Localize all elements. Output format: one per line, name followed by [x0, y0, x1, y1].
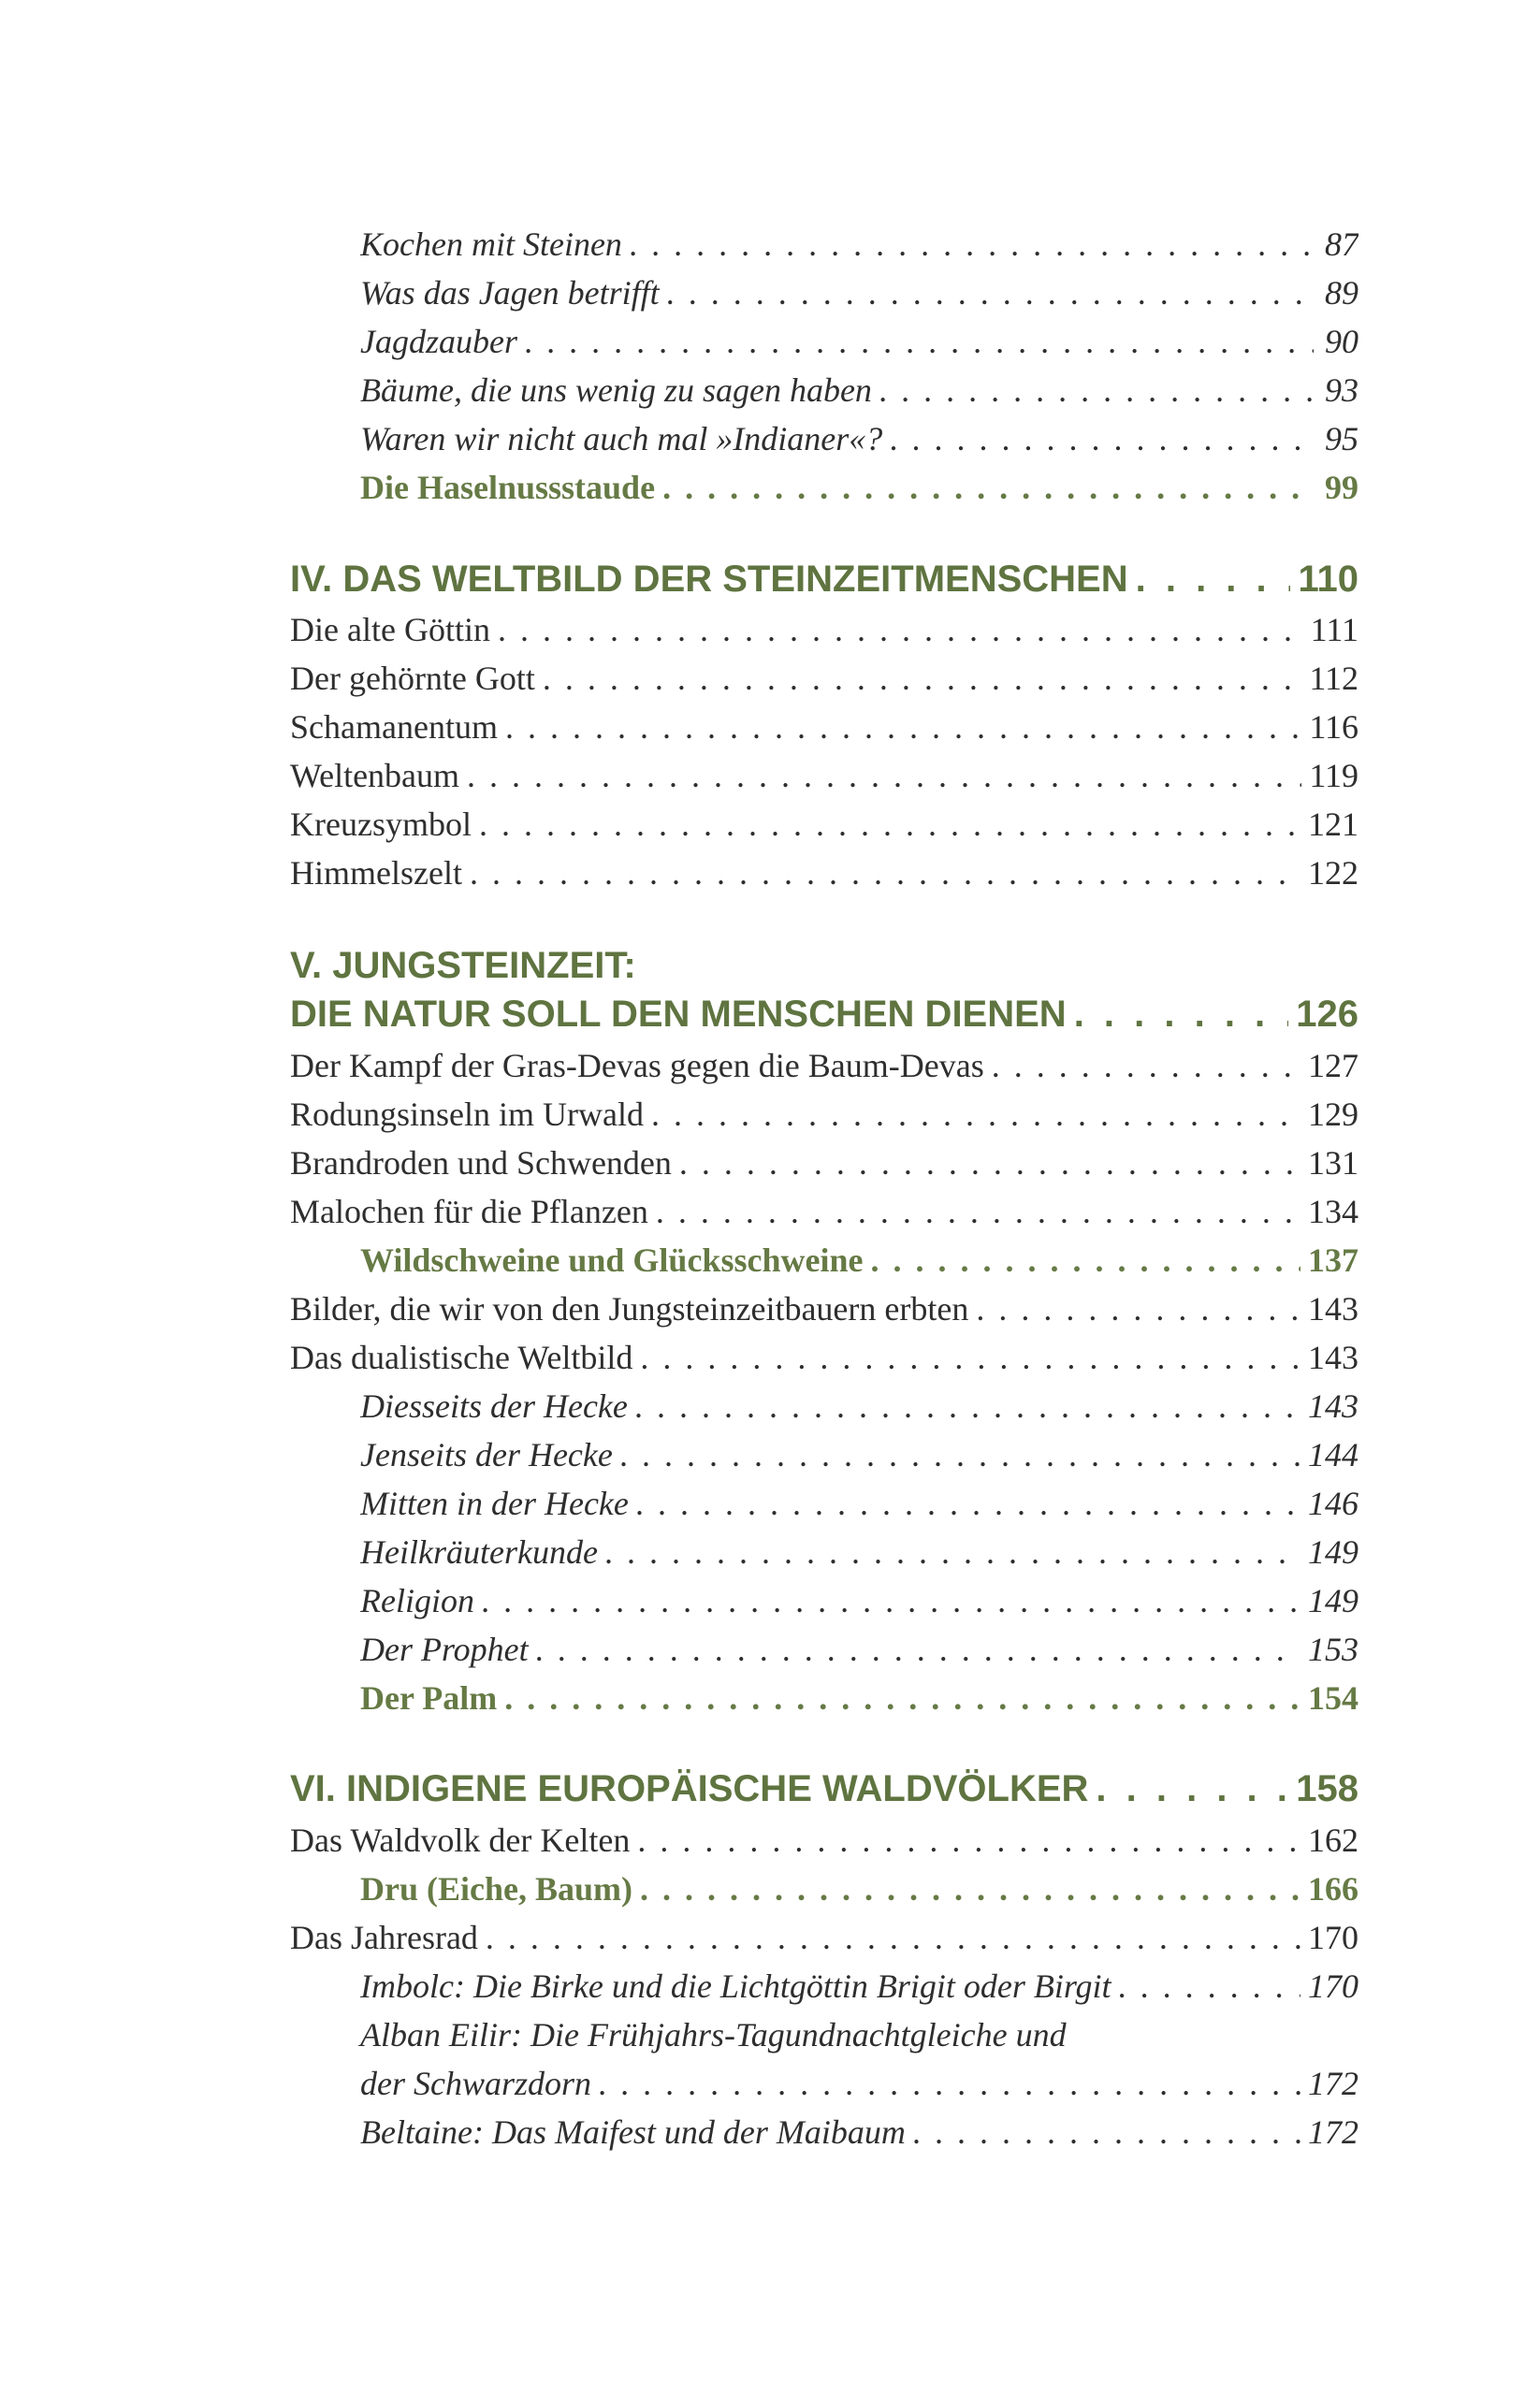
dot-leader [498, 610, 1303, 649]
chapter-title: DIE NATUR SOLL DEN MENSCHEN DIENEN [290, 994, 1067, 1035]
toc-entry-label: Der gehörnte Gott [290, 660, 535, 697]
dot-leader [662, 468, 1314, 507]
toc-entry-page: 162 [1308, 1822, 1358, 1859]
dot-leader [679, 1143, 1300, 1183]
toc-entry-bilder[interactable] [290, 1289, 1358, 1338]
chapter-title: VI. INDIGENE EUROPÄISCHE WALDVÖLKER [290, 1768, 1089, 1809]
dot-leader [976, 1289, 1300, 1328]
toc-entry-diesseits[interactable] [360, 1386, 1358, 1435]
toc-entry-label: Bäume, die uns wenig zu sagen haben [360, 371, 872, 409]
toc-entry-page: 170 [1308, 1919, 1358, 1956]
toc-entry-kochen-mit-steinen[interactable] [360, 225, 1358, 273]
dot-leader [599, 2064, 1300, 2103]
chapter-title: IV. DAS WELTBILD DER STEINZEITMENSCHEN [290, 559, 1128, 600]
dot-leader [505, 707, 1301, 747]
toc-entry-label: Das dualistische Weltbild [290, 1339, 633, 1376]
toc-entry-page: 154 [1308, 1679, 1358, 1717]
chapter-page: 158 [1296, 1768, 1358, 1809]
toc-entry-page: 116 [1309, 708, 1358, 746]
dot-leader [640, 1338, 1300, 1377]
toc-entry-dru[interactable] [360, 1869, 1358, 1918]
dot-leader [479, 805, 1300, 844]
toc-entry-prophet[interactable] [360, 1630, 1358, 1678]
dot-leader [620, 1435, 1300, 1474]
toc-entry-page: 99 [1325, 469, 1358, 506]
dot-leader [1074, 994, 1289, 1036]
dot-leader [1119, 1967, 1300, 2006]
toc-entry-page: 95 [1325, 420, 1358, 457]
toc-entry-brandroden[interactable] [290, 1143, 1358, 1192]
dot-leader [525, 322, 1314, 361]
toc-entry-label: Dru (Eiche, Baum) [360, 1870, 632, 1908]
toc-entry-label: Himmelszelt [290, 854, 462, 892]
dot-leader [1096, 1768, 1288, 1810]
toc-entry-label: Religion [360, 1582, 474, 1619]
dot-leader [543, 659, 1301, 698]
toc-entry-page: 146 [1308, 1485, 1358, 1522]
toc-entry-alban-eilir[interactable] [360, 2064, 1358, 2112]
toc-entry-label: Diesseits der Hecke [360, 1387, 628, 1425]
toc-entry-page: 131 [1308, 1144, 1358, 1182]
toc-entry-kreuzsymbol[interactable] [290, 805, 1358, 853]
toc-entry-jagdzauber[interactable] [360, 322, 1358, 370]
dot-leader [630, 225, 1314, 264]
dot-leader [467, 756, 1301, 795]
toc-entry-heilkraeuterkunde[interactable] [360, 1532, 1358, 1581]
toc-entry-rodungsinseln[interactable] [290, 1095, 1358, 1143]
toc-entry-gehoernte-gott[interactable] [290, 659, 1358, 707]
chapter-page: 126 [1296, 994, 1358, 1035]
toc-entry-wildschweine[interactable] [360, 1241, 1358, 1289]
toc-entry-schamanentum[interactable] [290, 707, 1358, 756]
toc-entry-jagen[interactable] [360, 273, 1358, 322]
toc-entry-label: Die alte Göttin [290, 611, 490, 648]
toc-entry-page: 119 [1309, 757, 1358, 794]
toc-entry-baeume[interactable] [360, 370, 1358, 419]
toc-entry-page: 93 [1325, 371, 1358, 409]
toc-entry-label: Schamanentum [290, 708, 498, 746]
toc-entry-waldvolk-kelten[interactable] [290, 1821, 1358, 1869]
dot-leader [640, 1869, 1300, 1909]
chapter-heading-vi[interactable] [290, 1768, 1358, 1821]
toc-entry-label: Jagdzauber [360, 323, 517, 360]
toc-entry-label: Mitten in der Hecke [360, 1485, 629, 1522]
toc-entry-page: 143 [1308, 1387, 1358, 1425]
toc-entry-label: Wildschweine und Glücksschweine [360, 1241, 864, 1279]
toc-entry-label: Malochen für die Pflanzen [290, 1193, 648, 1230]
toc-entry-label: der Schwarzdorn [360, 2065, 592, 2102]
toc-entry-mitten[interactable] [360, 1484, 1358, 1532]
toc-entry-page: 144 [1308, 1436, 1358, 1473]
dot-leader [635, 1386, 1300, 1426]
toc-entry-label: Der Palm [360, 1679, 498, 1717]
chapter-page: 110 [1298, 559, 1358, 600]
dot-leader [992, 1046, 1300, 1085]
toc-entry-page: 143 [1308, 1290, 1358, 1328]
toc-entry-himmelszelt[interactable] [290, 853, 1358, 902]
toc-entry-label: Jenseits der Hecke [360, 1436, 613, 1473]
dot-leader [656, 1192, 1300, 1231]
dot-leader [504, 1678, 1300, 1718]
toc-entry-page: 166 [1308, 1870, 1358, 1908]
dot-leader [890, 419, 1314, 458]
toc-entry-label: Rodungsinseln im Urwald [290, 1096, 644, 1133]
toc-entry-page: 149 [1308, 1533, 1358, 1571]
toc-entry-page: 134 [1308, 1193, 1358, 1230]
chapter-heading-iv[interactable] [290, 559, 1358, 611]
dot-leader [486, 1918, 1300, 1957]
toc-entry-label: Waren wir nicht auch mal »Indianer«? [360, 420, 883, 457]
toc-entry-page: 87 [1325, 225, 1358, 263]
toc-entry-kampf-devas[interactable] [290, 1046, 1358, 1095]
toc-entry-page: 129 [1308, 1096, 1358, 1133]
toc-entry-page: 137 [1308, 1241, 1358, 1279]
dot-leader [1136, 559, 1291, 601]
toc-entry-page: 111 [1310, 611, 1358, 648]
toc-entry-label: Was das Jagen betrifft [360, 274, 660, 312]
toc-entry-page: 121 [1308, 806, 1358, 843]
toc-entry-palm[interactable] [360, 1678, 1358, 1727]
dot-leader [651, 1095, 1300, 1134]
toc-entry-label: Imbolc: Die Birke und die Lichtgöttin Brigit oder Birgit [360, 1967, 1111, 2005]
toc-entry-label: Heilkräuterkunde [360, 1533, 598, 1571]
toc-entry-label: Bilder, die wir von den Jungsteinzeitbauern erbten [290, 1290, 969, 1328]
toc-entry-page: 172 [1308, 2065, 1358, 2102]
toc-entry-label: Der Kampf der Gras-Devas gegen die Baum-Devas [290, 1047, 984, 1084]
toc-entry-imbolc[interactable] [360, 1967, 1358, 2015]
dot-leader [637, 1821, 1300, 1860]
dot-leader [667, 273, 1314, 312]
chapter-heading-v-line1[interactable]: V. JUNGSTEINZEIT: [290, 945, 636, 986]
toc-entry-page: 143 [1308, 1339, 1358, 1376]
dot-leader [536, 1630, 1300, 1669]
toc-entry-malochen[interactable] [290, 1192, 1358, 1241]
toc-entry-label: Das Waldvolk der Kelten [290, 1822, 631, 1859]
toc-entry-weltenbaum[interactable] [290, 756, 1358, 805]
dot-leader [470, 853, 1300, 893]
toc-entry-jenseits[interactable] [360, 1435, 1358, 1484]
chapter-heading-v[interactable] [290, 994, 1358, 1046]
toc-entry-dualistische-weltbild[interactable] [290, 1338, 1358, 1386]
toc-entry-page: 122 [1308, 854, 1358, 892]
toc-entry-label: Beltaine: Das Maifest und der Maibaum [360, 2113, 906, 2151]
toc-entry-label: Der Prophet [360, 1631, 529, 1668]
dot-leader [870, 1241, 1300, 1280]
toc-entry-label: Die Haselnussstaude [360, 469, 656, 506]
toc-entry-label: Das Jahresrad [290, 1919, 478, 1956]
dot-leader [636, 1484, 1300, 1523]
toc-entry-page: 89 [1325, 274, 1358, 312]
toc-entry-jahresrad[interactable] [290, 1918, 1358, 1967]
toc-entry-page: 90 [1325, 323, 1358, 360]
toc-entry-religion[interactable] [360, 1581, 1358, 1630]
toc-entry-indianer[interactable] [360, 419, 1358, 468]
toc-entry-page: 127 [1308, 1047, 1358, 1084]
toc-entry-label: Weltenbaum [290, 757, 460, 794]
toc-entry-alban-eilir-line1[interactable]: Alban Eilir: Die Frühjahrs-Tagundnachtgleiche und [360, 2016, 1067, 2054]
toc-entry-alte-goettin[interactable] [290, 610, 1358, 659]
dot-leader [482, 1581, 1300, 1620]
toc-entry-haselnussstaude[interactable] [360, 468, 1358, 516]
dot-leader [913, 2112, 1300, 2152]
toc-entry-page: 112 [1309, 660, 1358, 697]
toc-entry-page: 172 [1308, 2113, 1358, 2151]
toc-entry-beltaine[interactable] [360, 2112, 1358, 2161]
toc-entry-label: Kreuzsymbol [290, 806, 472, 843]
toc-entry-page: 153 [1308, 1631, 1358, 1668]
toc-entry-label: Kochen mit Steinen [360, 225, 622, 263]
toc-entry-page: 149 [1308, 1582, 1358, 1619]
dot-leader [879, 370, 1314, 410]
dot-leader [605, 1532, 1300, 1572]
toc-entry-label: Brandroden und Schwenden [290, 1144, 672, 1182]
toc-entry-page: 170 [1308, 1967, 1358, 2005]
